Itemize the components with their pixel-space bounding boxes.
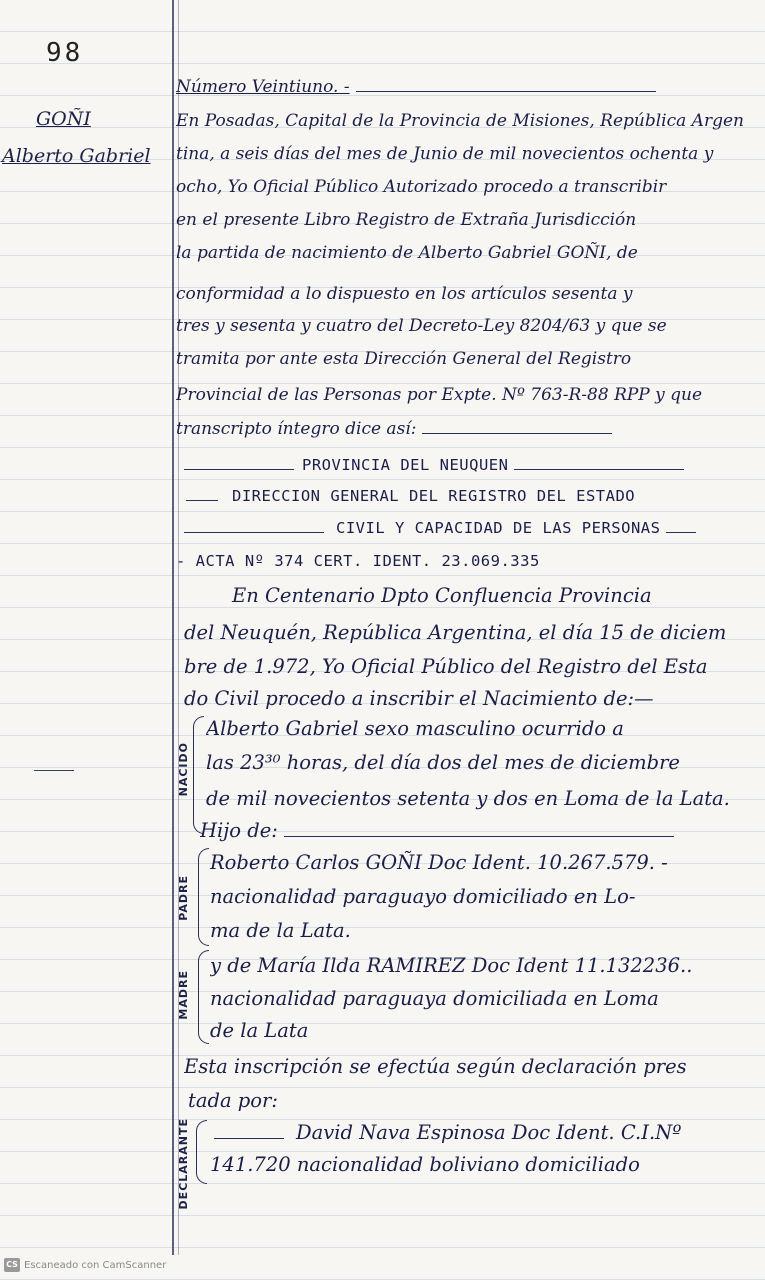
child-name-line: Alberto Gabriel sexo masculino ocurrido a <box>206 717 624 740</box>
body-line: la partida de nacimiento de Alberto Gabriel GOÑI, de <box>176 243 638 263</box>
body-line: las 23³⁰ horas, del día dos del mes de diciembre <box>206 751 680 774</box>
brace-declarante <box>196 1120 207 1184</box>
margin-surname: GOÑI <box>36 108 91 130</box>
body-line: conformidad a lo dispuesto en los artículos sesenta y <box>176 284 633 304</box>
scanner-watermark <box>4 1258 166 1272</box>
camscanner-logo-icon: CS <box>4 1258 20 1272</box>
header-line-civil: CIVIL Y CAPACIDAD DE LAS PERSONAS <box>176 515 760 541</box>
body-line: ma de la Lata. <box>210 919 351 942</box>
body-line: Provincial de las Personas por Expte. Nº 763-R-88 RPP y que <box>176 385 703 405</box>
mother-line: y de María Ilda RAMIREZ Doc Ident 11.132236.. <box>210 954 693 977</box>
father-line: Roberto Carlos GOÑI Doc Ident. 10.267.579. - <box>210 851 668 874</box>
brace-madre <box>198 950 209 1044</box>
side-label-padre: PADRE <box>177 875 190 921</box>
body-line: nacionalidad paraguayo domiciliado en Lo- <box>210 885 636 908</box>
body-line: tres y sesenta y cuatro del Decreto-Ley 8204/63 y que se <box>176 316 667 336</box>
margin-rule <box>172 0 174 1255</box>
body-line: En Centenario Dpto Confluencia Provincia <box>232 584 652 607</box>
body-line: do Civil procedo a inscribir el Nacimiento de:— <box>184 687 654 710</box>
body-line: transcripto íntegro dice así: <box>176 416 760 442</box>
body-line: de la Lata <box>210 1019 309 1042</box>
body-line: tramita por ante esta Dirección General del Registro <box>176 349 632 369</box>
body-line: del Neuquén, República Argentina, el día 15 de diciem <box>184 621 727 644</box>
body-line: Esta inscripción se efectúa según declaración pres <box>184 1055 687 1078</box>
brace-nacido <box>193 716 204 834</box>
body-line: 141.720 nacionalidad boliviano domiciliado <box>210 1153 640 1176</box>
header-line-direction: DIRECCION GENERAL DEL REGISTRO DEL ESTADO <box>176 483 760 509</box>
brace-padre <box>198 848 209 946</box>
header-line-province: PROVINCIA DEL NEUQUEN <box>176 452 760 478</box>
margin-tick-mark <box>34 770 74 771</box>
body-line: en el presente Libro Registro de Extraña Jurisdicción <box>176 210 637 230</box>
body-line: bre de 1.972, Yo Oficial Público del Registro del Esta <box>184 655 708 678</box>
acta-line: - ACTA Nº 374 CERT. IDENT. 23.069.335 <box>176 552 540 570</box>
declarant-line: David Nava Espinosa Doc Ident. C.I.Nº <box>210 1120 760 1146</box>
margin-given-names: Alberto Gabriel <box>2 145 151 167</box>
side-label-declarante: DECLARANTE <box>177 1118 190 1210</box>
body-line: tina, a seis días del mes de Junio de mil novecientos ochenta y <box>176 144 714 164</box>
body-line: En Posadas, Capital de la Provincia de Misiones, República Argen <box>176 111 744 131</box>
body-line: nacionalidad paraguaya domiciliada en Loma <box>210 987 659 1010</box>
hijo-de-line: Hijo de: <box>200 818 760 844</box>
body-line: ocho, Yo Oficial Público Autorizado procedo a transcribir <box>176 177 667 197</box>
watermark-text: Escaneado con CamScanner <box>24 1259 167 1271</box>
side-label-nacido: NACIDO <box>177 742 190 797</box>
entry-number-line: Número Veintiuno. - <box>176 74 760 100</box>
page-number: 98 <box>46 38 84 68</box>
body-line: de mil novecientos setenta y dos en Loma de la Lata. <box>206 787 730 810</box>
body-line: tada por: <box>188 1089 278 1112</box>
side-label-madre: MADRE <box>177 970 190 1020</box>
